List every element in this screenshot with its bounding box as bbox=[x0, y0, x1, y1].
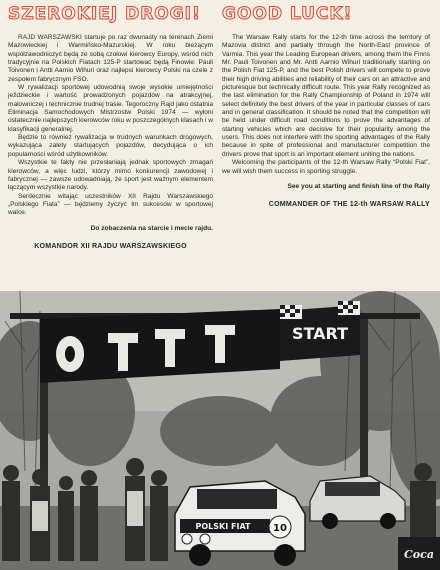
english-body bbox=[222, 34, 430, 176]
polish-column bbox=[8, 0, 213, 250]
english-paragraph: The Warsaw Rally starts for the 12-th time across the territory of Mazovia district and partially through the North-East province of Varmia. This year the Leading European drivers, among them the Finns Mr. Pauli Toivonen and Mr. Antti Aarnio Wihuri traditionally starting on the Polish Fiat 125-P, and the best Polish drivers will compete to prove their high driving abilities and reliability of their cars on an attractive and picturesque but technically difficult route. This year Rally recognized as the last elimination for the Rally Championship of Poland in 1974 will select definitely the best drivers of the year in particular classes of cars and in general classification. It should be noted that the competition will be held under difficult road conditions to prove the advantages of starting vehicles which are decisive for their popularity among the users. This does not interfere with the sporting advantages of the Rally because in spite of professional and manufacturer competition the drivers prove that sport is an important element uniting the nations. bbox=[222, 34, 430, 158]
polish-paragraph: Wszystkie te fakty nie przesłaniają jednak sportowych zmagań kierowców, a więc ludzi, którzy mimo konkurencji zawodowej i fabrycznej — zawsze udowadniają, że sport jest ważnym elementem łączącym wszystkie narody. bbox=[8, 159, 213, 192]
rally-start-photo bbox=[0, 291, 440, 570]
car-number: 10 bbox=[273, 523, 287, 534]
english-commander: COMMANDER OF THE 12-th WARSAW RALLY bbox=[268, 199, 430, 208]
english-paragraph: Welcoming the participants of the 12-th Warsaw Rally “Polski Fiat”, we will wish them success in sporting struggle. bbox=[222, 159, 430, 175]
english-signoff: See you at starting and finish line of the Rally bbox=[287, 182, 430, 190]
polish-paragraph: W rywalizacji sportowej udowodnią swoje wysokie umiejętności jeździeckie i wartość prowadzonych pojazdów na atrakcyjnej, malowniczej i technicznie trudnej trasie. Tegoroczny Rajd jako ostatnia Eliminacja Samochodowych Mistrzostw Polski 1974 — wyłoni ostatecznie najlepszych kierowców roku w poszczególnych klasach i w klasyfikacji generalnej. bbox=[8, 84, 213, 133]
polish-heading: SZEROKIEJ DROGI! bbox=[8, 4, 201, 24]
car-hood-plate: POLSKI FIAT bbox=[195, 522, 251, 531]
polish-paragraph: RAJD WARSZAWSKI startuje po raz dwunasty na terenach Ziemi Mazowieckiej i Warmińsko-Mazurskiej. W roku bieżącym współzawodniczyć będą ze sobą czołowi kierowcy Europy, wśród nich tradycyjnie na Polskich Fiatach 125-P startować będą Finowie: Pauli Toivonen i Antti Aarnio Wihuri oraz najlepsi kierowcy Polski na czele z zespołem fabrycznym FSO. bbox=[8, 34, 213, 83]
polish-paragraph: Będzie to również rywalizacja w trudnych warunkach drogowych, wykazująca zalety startujących pojazdów, decydująca o ich popularności wśród użytkowników. bbox=[8, 134, 213, 158]
polish-body bbox=[8, 34, 213, 218]
polish-commander: KOMANDOR XII RAJDU WARSZAWSKIEGO bbox=[34, 241, 187, 250]
coca-sign-text: Coca bbox=[404, 548, 434, 561]
english-heading: GOOD LUCK! bbox=[222, 4, 353, 24]
polish-signoff: Do zobaczenia na starcie i mecie rajdu. bbox=[90, 224, 213, 232]
polish-paragraph: Serdecznie witając uczestników XII Rajdu Warszawskiego „Polskiego Fiata” — będziemy życzyć Im sukcesów w sportowej walce. bbox=[8, 192, 213, 217]
start-banner-text: START bbox=[291, 324, 349, 343]
rally-photo-illustration bbox=[0, 291, 440, 570]
english-column bbox=[222, 0, 430, 208]
